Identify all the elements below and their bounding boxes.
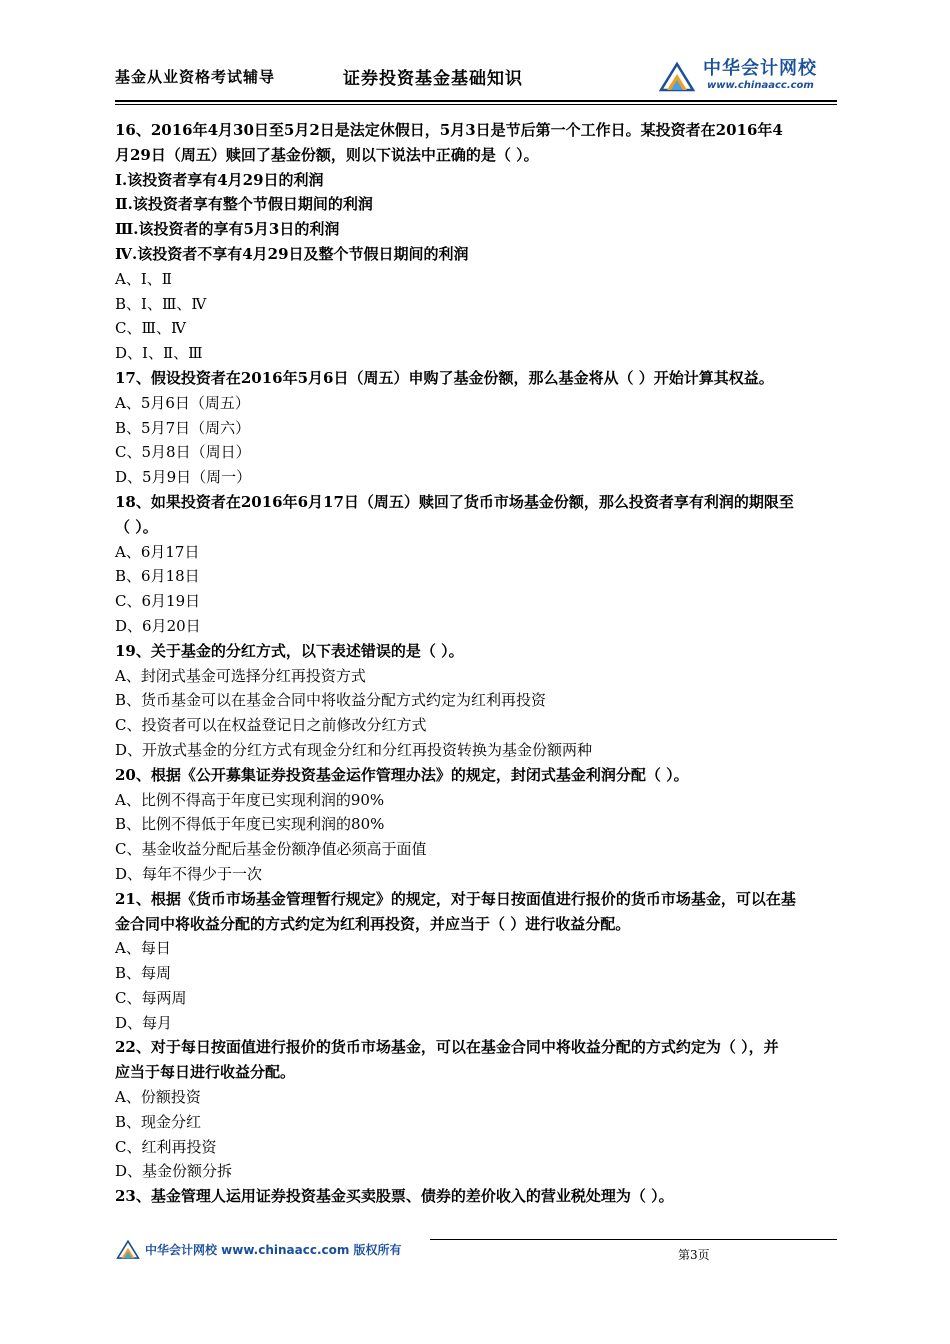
header-rule xyxy=(115,100,837,102)
option-line: C、基金收益分配后基金份额净值必须高于面值 xyxy=(115,840,427,859)
option-line: B、6月18日 xyxy=(115,567,200,586)
option-line: C、投资者可以在权益登记日之前修改分红方式 xyxy=(115,716,427,735)
option-line: A、6月17日 xyxy=(115,542,200,561)
option-line: D、每月 xyxy=(115,1013,173,1032)
option-line: C、5月8日（周日） xyxy=(115,443,251,462)
option-line: B、每周 xyxy=(115,964,172,983)
question-line: （ ）。 xyxy=(115,517,158,536)
question-line: 应当于每日进行收益分配。 xyxy=(115,1063,296,1082)
option-line: D、Ⅰ、Ⅱ、Ⅲ xyxy=(115,344,203,363)
header-subject-title: 证券投资基金基础知识 xyxy=(343,69,523,89)
option-line: D、6月20日 xyxy=(115,616,201,635)
option-line: C、6月19日 xyxy=(115,592,201,611)
option-line: A、封闭式基金可选择分红再投资方式 xyxy=(115,666,366,685)
header-course-title: 基金从业资格考试辅导 xyxy=(115,68,276,86)
option-line: D、基金份额分拆 xyxy=(115,1162,233,1181)
option-line: C、每两周 xyxy=(115,988,187,1007)
option-line: B、现金分红 xyxy=(115,1112,202,1131)
option-line: B、货币基金可以在基金合同中将收益分配方式约定为红利再投资 xyxy=(115,691,547,710)
option-line: C、红利再投资 xyxy=(115,1137,217,1156)
question-line: 17、假设投资者在2016年5月6日（周五）申购了基金份额，那么基金将从（ ）开始计算其权益。 xyxy=(115,368,774,387)
footer-copyright: 中华会计网校 www.chinaacc.com 版权所有 xyxy=(145,1243,402,1257)
question-line: 16、2016年4月30日至5月2日是法定休假日，5月3日是节后第一个工作日。某投资者在2016年4 xyxy=(115,121,783,139)
page-footer xyxy=(115,1236,837,1266)
question-line: 23、基金管理人运用证券投资基金买卖股票、债券的差价收入的营业税处理为（ ）。 xyxy=(115,1187,674,1206)
statement-line: Ⅲ.该投资者的享有5月3日的利润 xyxy=(115,220,340,239)
option-line: A、比例不得高于年度已实现利润的90% xyxy=(115,790,385,809)
option-line: B、5月7日（周六） xyxy=(115,418,251,437)
question-line: 18、如果投资者在2016年6月17日（周五）赎回了货币市场基金份额，那么投资者享有利润的期限至 xyxy=(115,492,794,511)
question-line: 金合同中将收益分配的方式约定为红利再投资，并应当于（ ）进行收益分配。 xyxy=(115,914,631,933)
option-line: D、开放式基金的分红方式有现金分红和分红再投资转换为基金份额两种 xyxy=(115,740,593,759)
option-line: A、Ⅰ、Ⅱ xyxy=(115,269,172,288)
question-line: 19、关于基金的分红方式，以下表述错误的是（ ）。 xyxy=(115,641,464,660)
question-line: 21、根据《货币市场基金管理暂行规定》的规定，对于每日按面值进行报价的货币市场基金，可以在基 xyxy=(115,889,796,908)
question-line: 22、对于每日按面值进行报价的货币市场基金，可以在基金合同中将收益分配的方式约定为（ ），并 xyxy=(115,1038,779,1057)
option-line: A、5月6日（周五） xyxy=(115,393,250,412)
statement-line: Ⅱ.该投资者享有整个节假日期间的利润 xyxy=(115,195,373,214)
option-line: A、份额投资 xyxy=(115,1088,201,1107)
footer-rule xyxy=(430,1239,837,1240)
logo-name: 中华会计网校 xyxy=(703,58,817,79)
statement-line: Ⅰ.该投资者享有4月29日的利润 xyxy=(115,170,324,189)
option-line: C、Ⅲ、Ⅳ xyxy=(115,319,186,338)
header-rule-thin xyxy=(115,104,837,105)
logo-triangle-icon xyxy=(657,60,697,92)
page-header xyxy=(115,52,837,100)
question-content xyxy=(115,118,837,1209)
option-line: B、Ⅰ、Ⅲ、Ⅳ xyxy=(115,294,207,313)
question-line: 20、根据《公开募集证券投资基金运作管理办法》的规定，封闭式基金利润分配（ ）。 xyxy=(115,765,689,784)
option-line: D、每年不得少于一次 xyxy=(115,864,263,883)
brand-logo xyxy=(657,54,837,98)
option-line: B、比例不得低于年度已实现利润的80% xyxy=(115,815,385,834)
footer-logo-icon xyxy=(115,1238,141,1260)
option-line: A、每日 xyxy=(115,939,171,958)
statement-line: Ⅳ.该投资者不享有4月29日及整个节假日期间的利润 xyxy=(115,244,469,263)
question-line: 月29日（周五）赎回了基金份额，则以下说法中正确的是（ ）。 xyxy=(115,145,539,164)
logo-url: www.chinaacc.com xyxy=(707,80,814,91)
option-line: D、5月9日（周一） xyxy=(115,468,252,487)
page-number: 第3页 xyxy=(678,1248,710,1262)
